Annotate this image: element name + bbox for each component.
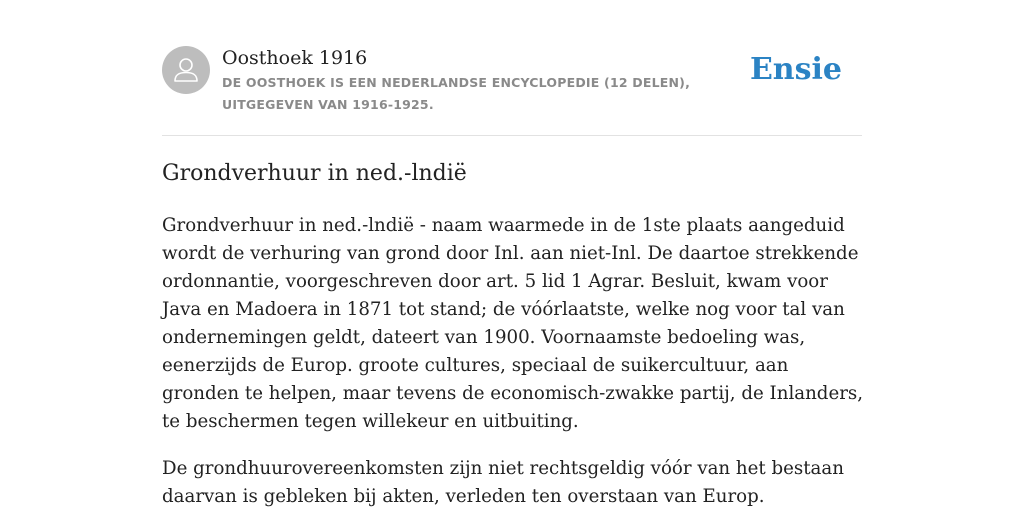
source-name[interactable]: Oosthoek 1916 (222, 47, 368, 69)
article-title: Grondverhuur in ned.-lndië (162, 161, 467, 186)
source-avatar[interactable] (162, 46, 210, 94)
article-paragraph: De grondhuurovereenkomsten zijn niet rechtsgeldig vóór van het bestaan daarvan is gebleken bij akten, verleden ten overstaan van Europ. (162, 458, 844, 507)
article-paragraph: Grondverhuur in ned.-lndië - naam waarmede in de 1ste plaats aangeduid wordt de verhuring van grond door Inl. aan niet-Inl. De daartoe strekkende ordonnantie, voorgeschreven door art. 5 lid 1 Agrar. Besluit, kwam voor Java en Madoera in 1871 tot stand; de vóórlaatste, welke nog voor tal van ondernemingen geldt, dateert van 1900. Voornaamste bedoeling was, eenerzijds de Europ. groote cultures, speciaal de suikercultuur, aan gronden te helpen, maar tevens de economisch-zwakke partij, de Inlanders, te beschermen tegen willekeur en uitbuiting. (162, 215, 864, 432)
header-divider (162, 135, 862, 136)
source-header (162, 46, 862, 116)
source-description: DE OOSTHOEK IS EEN NEDERLANDSE ENCYCLOPEDIE (12 DELEN), UITGEGEVEN VAN 1916-1925. (222, 75, 691, 112)
article-body (162, 212, 868, 512)
user-silhouette-icon (162, 46, 210, 94)
brand-logo[interactable]: Ensie (749, 52, 842, 87)
